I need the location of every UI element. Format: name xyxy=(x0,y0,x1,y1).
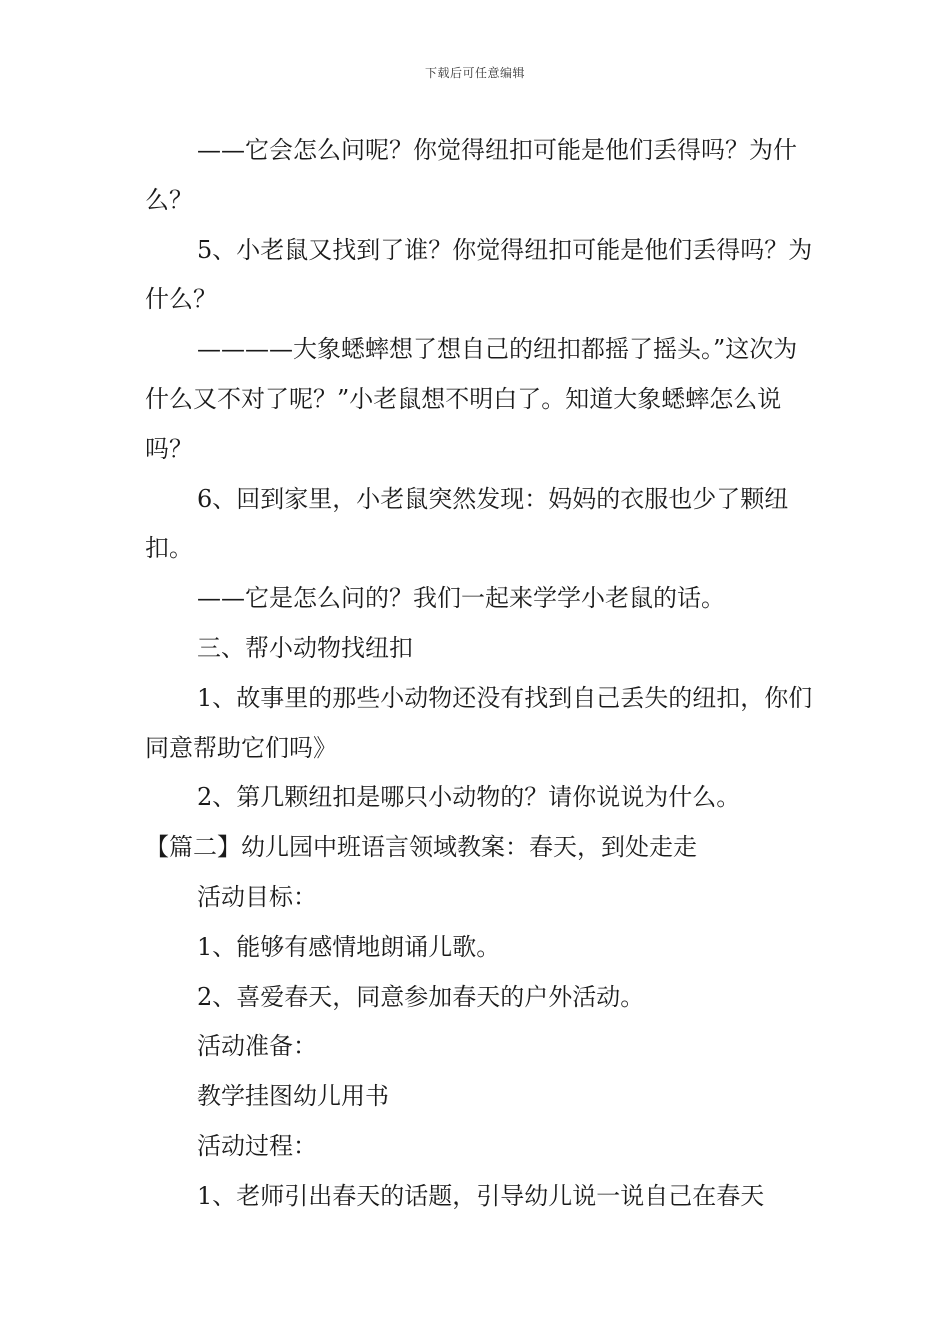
chapter-title-part-two: 【篇二】幼儿园中班语言领域教案：春天，到处走走 xyxy=(145,833,697,862)
heading-activity-prep: 活动准备： xyxy=(197,1032,317,1061)
document-body xyxy=(145,126,815,1222)
section-heading-help-find: 三、帮小动物找纽扣 xyxy=(197,633,413,662)
page-header: 下载后可任意编辑 xyxy=(424,66,525,80)
paragraph-step-5: 5、小老鼠又找到了谁？你觉得纽扣可能是他们丢得吗？为什么？ xyxy=(145,235,813,314)
paragraph-how-ask: ——它是怎么问的？我们一起来学学小老鼠的话。 xyxy=(197,584,725,613)
paragraph-help-1: 1、故事里的那些小动物还没有找到自己丢失的纽扣，你们同意帮助它们吗》 xyxy=(145,683,813,762)
heading-activity-process: 活动过程： xyxy=(197,1131,317,1160)
paragraph-help-2: 2、第几颗纽扣是哪只小动物的？请你说说为什么。 xyxy=(197,783,741,812)
paragraph-question-lost: ——它会怎么问呢？你觉得纽扣可能是他们丢得吗？为什么？ xyxy=(145,136,797,214)
prep-materials: 教学挂图幼儿用书 xyxy=(197,1082,389,1111)
heading-activity-goals: 活动目标： xyxy=(197,882,317,911)
paragraph-step-6: 6、回到家里，小老鼠突然发现：妈妈的衣服也少了颗纽扣。 xyxy=(145,484,789,563)
process-item-1: 1、老师引出春天的话题，引导幼儿说一说自己在春天 xyxy=(197,1181,765,1210)
goal-item-1: 1、能够有感情地朗诵儿歌。 xyxy=(197,932,501,961)
goal-item-2: 2、喜爱春天，同意参加春天的户外活动。 xyxy=(197,982,645,1011)
paragraph-elephant-cricket: ————大象蟋蟀想了想自己的纽扣都摇了摇头。”这次为什么又不对了呢？”小老鼠想不明白了。知道大象蟋蟀怎么说吗？ xyxy=(145,335,798,463)
